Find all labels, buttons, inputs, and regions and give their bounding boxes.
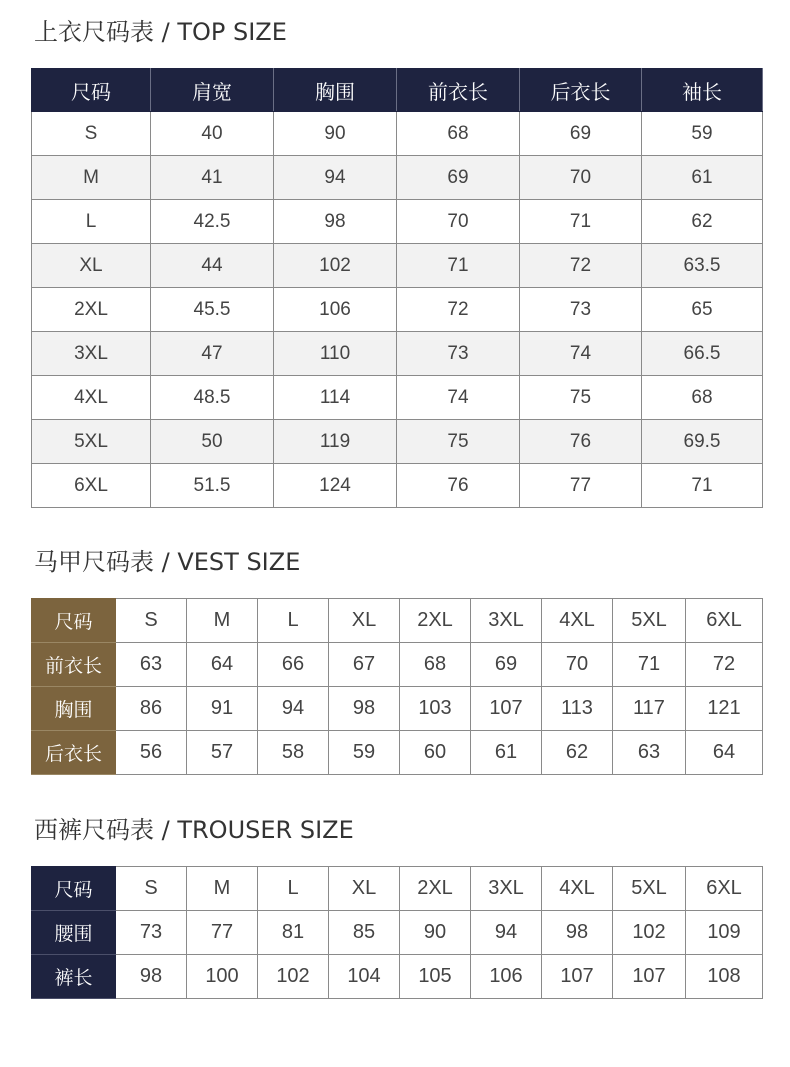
- measurement-cell: 70: [542, 643, 613, 687]
- measurement-cell: 113: [542, 687, 613, 731]
- measurement-cell: 105: [400, 955, 471, 999]
- measurement-cell: 69: [471, 643, 542, 687]
- measurement-cell: 124: [274, 464, 397, 508]
- measurement-cell: 76: [397, 464, 520, 508]
- measurement-cell: 90: [400, 911, 471, 955]
- measurement-cell: 86: [116, 687, 187, 731]
- row-header-cell: 腰围: [32, 911, 116, 955]
- row-header-cell: 裤长: [32, 955, 116, 999]
- size-label-cell: 6XL: [32, 464, 151, 508]
- top-header-cell: 尺码: [32, 69, 151, 112]
- top-header-cell: 肩宽: [151, 69, 274, 112]
- top-size-title: 上衣尺码表 / TOP SIZE: [34, 18, 287, 46]
- measurement-cell: 81: [258, 911, 329, 955]
- size-label-cell: XL: [32, 244, 151, 288]
- measurement-cell: 71: [613, 643, 686, 687]
- table-row: [32, 867, 763, 911]
- measurement-cell: 65: [642, 288, 763, 332]
- size-label-cell: 4XL: [542, 867, 613, 911]
- measurement-cell: 70: [397, 200, 520, 244]
- measurement-cell: 106: [471, 955, 542, 999]
- measurement-cell: 103: [400, 687, 471, 731]
- measurement-cell: 73: [520, 288, 642, 332]
- vest-size-title: 马甲尺码表 / VEST SIZE: [34, 548, 301, 576]
- measurement-cell: 109: [686, 911, 763, 955]
- size-label-cell: L: [258, 599, 329, 643]
- measurement-cell: 73: [116, 911, 187, 955]
- measurement-cell: 69: [397, 156, 520, 200]
- top-size-table: [31, 68, 763, 508]
- measurement-cell: 48.5: [151, 376, 274, 420]
- measurement-cell: 42.5: [151, 200, 274, 244]
- size-label-cell: L: [32, 200, 151, 244]
- size-label-cell: S: [116, 599, 187, 643]
- top-header-cell: 袖长: [642, 69, 763, 112]
- top-header-cell: 前衣长: [397, 69, 520, 112]
- measurement-cell: 121: [686, 687, 763, 731]
- measurement-cell: 41: [151, 156, 274, 200]
- table-row: [32, 200, 763, 244]
- measurement-cell: 64: [187, 643, 258, 687]
- measurement-cell: 67: [329, 643, 400, 687]
- measurement-cell: 94: [274, 156, 397, 200]
- measurement-cell: 85: [329, 911, 400, 955]
- measurement-cell: 77: [187, 911, 258, 955]
- size-label-cell: M: [187, 599, 258, 643]
- top-header-row: [32, 69, 763, 112]
- measurement-cell: 75: [397, 420, 520, 464]
- table-row: [32, 911, 763, 955]
- size-label-cell: 6XL: [686, 599, 763, 643]
- table-row: [32, 244, 763, 288]
- measurement-cell: 62: [542, 731, 613, 775]
- measurement-cell: 98: [542, 911, 613, 955]
- table-row: [32, 288, 763, 332]
- measurement-cell: 90: [274, 112, 397, 156]
- measurement-cell: 108: [686, 955, 763, 999]
- measurement-cell: 94: [258, 687, 329, 731]
- measurement-cell: 60: [400, 731, 471, 775]
- measurement-cell: 45.5: [151, 288, 274, 332]
- measurement-cell: 72: [686, 643, 763, 687]
- measurement-cell: 64: [686, 731, 763, 775]
- top-header-cell: 胸围: [274, 69, 397, 112]
- row-header-cell: 尺码: [32, 867, 116, 911]
- size-label-cell: 3XL: [471, 599, 542, 643]
- measurement-cell: 51.5: [151, 464, 274, 508]
- table-row: [32, 955, 763, 999]
- measurement-cell: 98: [329, 687, 400, 731]
- vest-size-table: [31, 598, 763, 775]
- measurement-cell: 119: [274, 420, 397, 464]
- measurement-cell: 47: [151, 332, 274, 376]
- table-row: [32, 599, 763, 643]
- table-row: [32, 464, 763, 508]
- measurement-cell: 68: [642, 376, 763, 420]
- measurement-cell: 68: [397, 112, 520, 156]
- size-label-cell: M: [32, 156, 151, 200]
- measurement-cell: 44: [151, 244, 274, 288]
- measurement-cell: 63.5: [642, 244, 763, 288]
- table-row: [32, 731, 763, 775]
- measurement-cell: 59: [642, 112, 763, 156]
- size-label-cell: 5XL: [613, 867, 686, 911]
- measurement-cell: 72: [397, 288, 520, 332]
- measurement-cell: 106: [274, 288, 397, 332]
- size-label-cell: S: [116, 867, 187, 911]
- row-header-cell: 尺码: [32, 599, 116, 643]
- measurement-cell: 102: [274, 244, 397, 288]
- size-label-cell: 4XL: [32, 376, 151, 420]
- size-label-cell: 5XL: [613, 599, 686, 643]
- measurement-cell: 58: [258, 731, 329, 775]
- row-header-cell: 前衣长: [32, 643, 116, 687]
- measurement-cell: 66: [258, 643, 329, 687]
- measurement-cell: 69.5: [642, 420, 763, 464]
- table-row: [32, 332, 763, 376]
- measurement-cell: 71: [397, 244, 520, 288]
- measurement-cell: 62: [642, 200, 763, 244]
- trouser-size-table: [31, 866, 763, 999]
- measurement-cell: 107: [613, 955, 686, 999]
- measurement-cell: 63: [613, 731, 686, 775]
- table-row: [32, 376, 763, 420]
- table-row: [32, 156, 763, 200]
- table-row: [32, 112, 763, 156]
- size-label-cell: XL: [329, 599, 400, 643]
- measurement-cell: 107: [542, 955, 613, 999]
- size-label-cell: 3XL: [471, 867, 542, 911]
- measurement-cell: 102: [613, 911, 686, 955]
- size-label-cell: XL: [329, 867, 400, 911]
- measurement-cell: 100: [187, 955, 258, 999]
- measurement-cell: 71: [642, 464, 763, 508]
- measurement-cell: 74: [397, 376, 520, 420]
- row-header-cell: 胸围: [32, 687, 116, 731]
- size-label-cell: 5XL: [32, 420, 151, 464]
- measurement-cell: 117: [613, 687, 686, 731]
- measurement-cell: 66.5: [642, 332, 763, 376]
- measurement-cell: 77: [520, 464, 642, 508]
- measurement-cell: 102: [258, 955, 329, 999]
- measurement-cell: 110: [274, 332, 397, 376]
- measurement-cell: 73: [397, 332, 520, 376]
- table-row: [32, 687, 763, 731]
- size-label-cell: S: [32, 112, 151, 156]
- measurement-cell: 98: [274, 200, 397, 244]
- measurement-cell: 56: [116, 731, 187, 775]
- measurement-cell: 107: [471, 687, 542, 731]
- size-label-cell: L: [258, 867, 329, 911]
- measurement-cell: 72: [520, 244, 642, 288]
- measurement-cell: 61: [642, 156, 763, 200]
- measurement-cell: 71: [520, 200, 642, 244]
- size-label-cell: 2XL: [400, 599, 471, 643]
- measurement-cell: 40: [151, 112, 274, 156]
- measurement-cell: 61: [471, 731, 542, 775]
- table-row: [32, 643, 763, 687]
- trouser-size-title: 西裤尺码表 / TROUSER SIZE: [34, 816, 354, 844]
- measurement-cell: 63: [116, 643, 187, 687]
- measurement-cell: 114: [274, 376, 397, 420]
- size-label-cell: 2XL: [400, 867, 471, 911]
- measurement-cell: 91: [187, 687, 258, 731]
- measurement-cell: 59: [329, 731, 400, 775]
- measurement-cell: 98: [116, 955, 187, 999]
- measurement-cell: 69: [520, 112, 642, 156]
- size-label-cell: 2XL: [32, 288, 151, 332]
- table-row: [32, 420, 763, 464]
- measurement-cell: 75: [520, 376, 642, 420]
- measurement-cell: 57: [187, 731, 258, 775]
- size-label-cell: M: [187, 867, 258, 911]
- size-label-cell: 4XL: [542, 599, 613, 643]
- measurement-cell: 76: [520, 420, 642, 464]
- measurement-cell: 50: [151, 420, 274, 464]
- measurement-cell: 94: [471, 911, 542, 955]
- row-header-cell: 后衣长: [32, 731, 116, 775]
- size-label-cell: 3XL: [32, 332, 151, 376]
- measurement-cell: 104: [329, 955, 400, 999]
- measurement-cell: 70: [520, 156, 642, 200]
- top-header-cell: 后衣长: [520, 69, 642, 112]
- measurement-cell: 74: [520, 332, 642, 376]
- measurement-cell: 68: [400, 643, 471, 687]
- size-label-cell: 6XL: [686, 867, 763, 911]
